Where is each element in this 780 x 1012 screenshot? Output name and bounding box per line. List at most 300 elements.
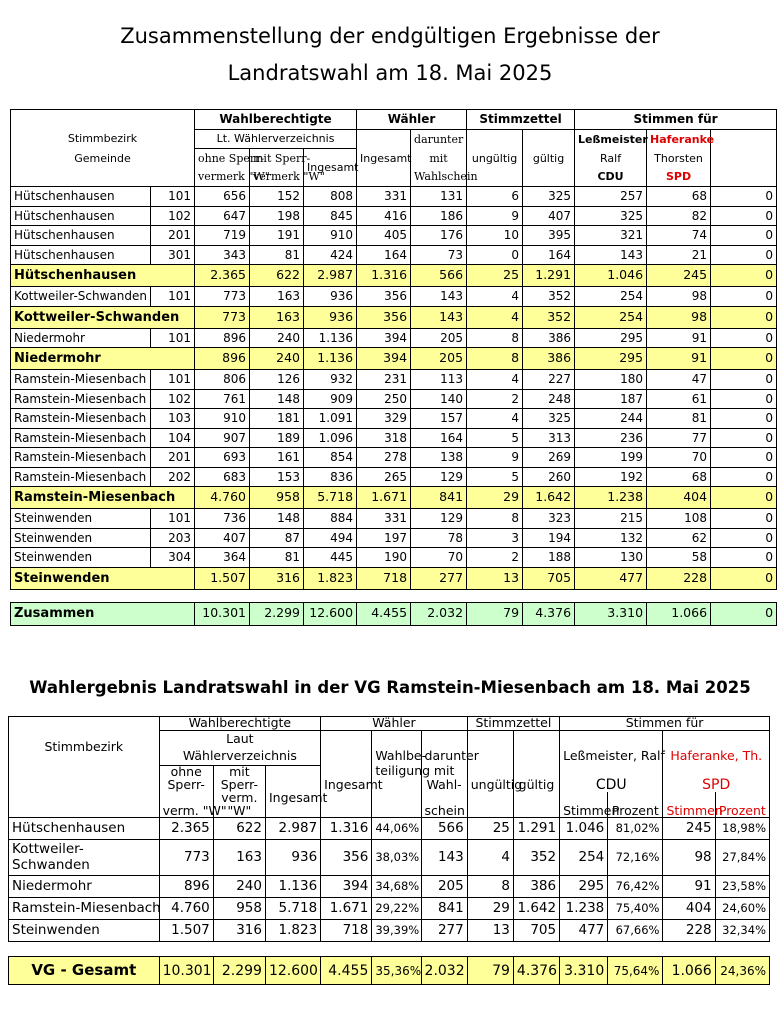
table-cell: 0 [467,245,523,265]
municipality-name: Niedermohr [11,328,151,348]
total-cell: 2.299 [250,602,304,625]
t2-header-verm-w-ohne: verm. "W" [159,805,213,818]
table-cell: 0 [711,567,777,589]
table-cell: 67,66% [608,920,663,942]
table-cell: 186 [411,206,467,226]
municipality-name: Kottweiler-Schwanden [11,287,151,307]
table-cell: 75,40% [608,898,663,920]
district-number: 102 [151,389,195,409]
table-cell: 231 [357,370,411,390]
table-cell: 98 [663,840,715,876]
table-cell: 718 [357,567,411,589]
table-cell: 21 [647,245,711,265]
table-row [11,528,777,548]
t2-header-prozent-2: Prozent [715,805,769,818]
table-cell: 199 [575,448,647,468]
municipality-name: Ramstein-Miesenbach [11,370,151,390]
table-cell: 329 [357,409,411,429]
table-cell: 1.671 [357,487,411,509]
municipality-subtotal-row [11,348,777,370]
total-cell: 2.299 [213,957,265,985]
table-cell: 0 [711,306,777,328]
header-wahlschein: Wahlschein [411,168,467,187]
table-cell: 8 [467,328,523,348]
table-cell: 656 [195,187,250,207]
table-cell: 1.136 [265,876,320,898]
table-cell: 8 [467,509,523,529]
table-row [9,840,770,876]
header-cand1-first: Ralf [575,149,647,168]
table-cell: 215 [575,509,647,529]
table-cell: 260 [523,467,575,487]
municipality-subtotal-row [11,265,777,287]
header-mit-sperr: mit Sperr- [250,149,304,168]
table-cell: 719 [195,226,250,246]
table-cell: 9 [467,448,523,468]
table-cell: 248 [523,389,575,409]
t2-header-ohne: ohne [159,765,213,778]
table-cell: 2 [467,389,523,409]
table-cell: 152 [250,187,304,207]
table-cell: 180 [575,370,647,390]
municipality-name: Hütschenhausen [11,245,151,265]
t2-header-mit: mit [213,765,265,778]
table-cell: 277 [421,920,467,942]
header-ingesamt-waehler: Ingesamt [357,149,411,168]
table-cell: 1.096 [304,428,357,448]
table-cell: 81 [250,548,304,568]
table-cell: 23,58% [715,876,769,898]
table-cell: 5 [467,428,523,448]
table-cell: 194 [523,528,575,548]
table-cell: 4 [467,306,523,328]
table-row [11,245,777,265]
table-cell: 1.046 [575,265,647,287]
table-cell: 445 [304,548,357,568]
table-cell: 896 [159,876,213,898]
table-cell: 841 [421,898,467,920]
table-cell: 325 [523,187,575,207]
table-cell: 73 [411,245,467,265]
table-cell: 188 [523,548,575,568]
table-cell: 25 [467,818,513,840]
table-cell: 0 [711,348,777,370]
table-row [11,226,777,246]
table-cell: 4 [467,370,523,390]
table-cell: 0 [711,226,777,246]
table-cell: 761 [195,389,250,409]
table-cell: 269 [523,448,575,468]
municipality-name: Steinwenden [11,548,151,568]
table-cell: 316 [250,567,304,589]
table-cell: 2.987 [265,818,320,840]
table-cell: 325 [575,206,647,226]
table-cell: 705 [513,920,559,942]
table-cell: 240 [213,876,265,898]
table-cell: 29 [467,487,523,509]
table-cell: 0 [711,548,777,568]
table-cell: 4 [467,840,513,876]
header-darunter: darunter [411,129,467,149]
table-cell: 108 [647,509,711,529]
table-cell: 6 [467,187,523,207]
table-cell: 477 [575,567,647,589]
page-title-line1: Zusammenstellung der endgültigen Ergebnisse der [120,24,660,48]
table-cell: 32,34% [715,920,769,942]
table-cell: 896 [195,348,250,370]
header-waehler: Wähler [357,110,467,130]
table-cell: 566 [411,265,467,287]
municipality-name: Steinwenden [11,509,151,529]
table-cell: 163 [250,287,304,307]
district-number: 101 [151,287,195,307]
municipality-name: Ramstein-Miesenbach [11,409,151,429]
district-number: 101 [151,328,195,348]
t2-header-gueltig: gültig [513,778,559,792]
table-cell: 278 [357,448,411,468]
total-cell: 4.376 [513,957,559,985]
table-cell: 958 [213,898,265,920]
table-cell: 352 [513,840,559,876]
table-cell: 1.316 [357,265,411,287]
table-cell: 1.091 [304,409,357,429]
table-cell: 143 [411,306,467,328]
table-cell: 0 [711,428,777,448]
table-cell: 205 [411,328,467,348]
total-label: Zusammen [11,602,195,625]
total-row [9,957,770,985]
table-cell: 0 [711,187,777,207]
t2-header-wahl: Wahl- [421,778,467,792]
table-cell: 0 [711,389,777,409]
table-cell: 163 [213,840,265,876]
t2-header-ungueltig: ungültig [467,778,513,792]
municipality-name-line1: Kottweiler- [12,840,84,857]
page-title-line2: Landratswahl am 18. Mai 2025 [227,61,553,85]
municipality-name-line1: Ramstein-Miesenbach [12,899,161,916]
total-cell: 4.455 [321,957,372,985]
table-cell: 164 [411,428,467,448]
table-cell: 1.642 [513,898,559,920]
table-cell: 39,39% [372,920,421,942]
t2-header-stimmbezirk: Stimmbezirk [9,730,160,765]
table-cell: 131 [411,187,467,207]
t2-header-prozent-1: Prozent [608,805,663,818]
table-cell: 936 [304,306,357,328]
table-cell: 958 [250,487,304,509]
table-cell: 13 [467,567,523,589]
total-cell: 1.066 [663,957,715,985]
table-cell: 236 [575,428,647,448]
table-cell: 187 [575,389,647,409]
table-cell: 0 [711,328,777,348]
table-cell: 8 [467,876,513,898]
municipality-subtotal-row [11,487,777,509]
t2-header-verm: verm. [213,792,265,805]
table-cell: 1.671 [321,898,372,920]
table-row [9,920,770,942]
municipality-subtotal-row [11,567,777,589]
municipality-name [9,818,160,840]
table-cell: 240 [250,348,304,370]
table-cell: 404 [647,487,711,509]
table-cell: 91 [647,328,711,348]
table-cell: 936 [265,840,320,876]
table-cell: 394 [321,876,372,898]
table-cell: 192 [575,467,647,487]
table-row [11,287,777,307]
table-cell: 693 [195,448,250,468]
header-cand1-last: Leßmeister [575,129,647,149]
table-cell: 386 [523,348,575,370]
table-cell: 352 [523,287,575,307]
table-cell: 321 [575,226,647,246]
municipality-name-line1: Niedermohr [12,877,92,894]
table-cell: 343 [195,245,250,265]
table-cell: 77 [647,428,711,448]
table-cell: 205 [411,348,467,370]
table-cell: 61 [647,389,711,409]
table-cell: 718 [321,920,372,942]
table-cell: 0 [711,467,777,487]
table-cell: 91 [647,348,711,370]
t2-header-stimmzettel: Stimmzettel [467,717,559,731]
table-row [11,428,777,448]
table-cell: 884 [304,509,357,529]
table-cell: 416 [357,206,411,226]
table-cell: 76,42% [608,876,663,898]
table-cell: 1.136 [304,348,357,370]
header-wahlberechtigte: Wahlberechtigte [195,110,357,130]
table-cell: 245 [663,818,715,840]
table-cell: 245 [647,265,711,287]
t2-header-cand2-party: SPD [663,778,770,792]
table-cell: 25 [467,265,523,287]
table-cell: 5.718 [304,487,357,509]
table-cell: 936 [304,287,357,307]
table-cell: 0 [711,509,777,529]
table-cell: 62 [647,528,711,548]
table-cell: 331 [357,187,411,207]
table-cell: 8 [467,348,523,370]
total-cell: 1.066 [647,602,711,625]
header-mit-vermerk: vermerk "W" [250,168,304,187]
table-cell: 313 [523,428,575,448]
table-cell: 4.760 [159,898,213,920]
table-cell: 143 [575,245,647,265]
table-cell: 5.718 [265,898,320,920]
table-cell: 2 [467,548,523,568]
table-cell: 705 [523,567,575,589]
total-label: VG - Gesamt [9,957,160,985]
table-cell: 72,16% [608,840,663,876]
results-table-vg [8,716,770,985]
table-cell: 0 [711,287,777,307]
municipality-name [9,876,160,898]
total-cell: 2.032 [411,602,467,625]
table-cell: 129 [411,467,467,487]
table-cell: 854 [304,448,357,468]
table-cell: 161 [250,448,304,468]
table-cell: 254 [575,306,647,328]
table-cell: 622 [250,265,304,287]
table-cell: 806 [195,370,250,390]
table-row [11,370,777,390]
header-ohne-sperr: ohne Sperr- [195,149,250,168]
table-cell: 157 [411,409,467,429]
table-cell: 191 [250,226,304,246]
t2-header-ingesamt: Ingesamt [265,792,320,805]
header-stimmzettel: Stimmzettel [467,110,575,130]
t2-header-cand2: Haferanke, Th. [663,748,770,766]
district-number: 202 [151,467,195,487]
table-cell: 244 [575,409,647,429]
municipality-name-line2: Schwanden [12,857,90,873]
municipality-subtotal-row [11,306,777,328]
table-cell: 18,98% [715,818,769,840]
district-number: 101 [151,509,195,529]
table-cell: 148 [250,389,304,409]
table-cell: 81 [647,409,711,429]
table-row [11,328,777,348]
table-cell: 318 [357,428,411,448]
municipality-name [9,920,160,942]
t2-header-cand1-party: CDU [560,778,663,792]
table-cell: 896 [195,328,250,348]
table-cell: 1.291 [513,818,559,840]
table-cell: 140 [411,389,467,409]
table-cell: 113 [411,370,467,390]
table-cell: 265 [357,467,411,487]
table-cell: 198 [250,206,304,226]
header-cand2-first: Thorsten [647,149,711,168]
table-cell: 228 [647,567,711,589]
municipality-name [9,898,160,920]
municipality-name-line1: Steinwenden [12,921,100,938]
t2-header-waehler: Wähler [321,717,468,731]
table-cell: 70 [647,448,711,468]
table-cell: 395 [523,226,575,246]
table-cell: 29 [467,898,513,920]
spacer-row [9,942,770,957]
table-cell: 647 [195,206,250,226]
municipality-name: Ramstein-Miesenbach [11,448,151,468]
table-cell: 78 [411,528,467,548]
table-cell: 98 [647,287,711,307]
table-cell: 386 [513,876,559,898]
table-cell: 277 [411,567,467,589]
table-cell: 477 [560,920,608,942]
table-cell: 0 [711,370,777,390]
table-cell: 683 [195,467,250,487]
municipality-name: Ramstein-Miesenbach [11,389,151,409]
section-subtitle: Wahlergebnis Landratswahl in der VG Ramstein-Miesenbach am 18. Mai 2025 [29,678,751,697]
table-cell: 0 [711,265,777,287]
district-number: 203 [151,528,195,548]
table-cell: 13 [467,920,513,942]
table-cell: 0 [711,528,777,548]
table-cell: 227 [523,370,575,390]
district-number: 101 [151,370,195,390]
table-cell: 164 [357,245,411,265]
table-cell: 3 [467,528,523,548]
t2-header-wahlberechtigte: Wahlberechtigte [159,717,321,731]
table-cell: 9 [467,206,523,226]
header-cand1-party: CDU [575,168,647,187]
table-cell: 773 [195,287,250,307]
table-cell: 356 [321,840,372,876]
table-cell: 841 [411,487,467,509]
t2-header-wahlbeteiligung-2: teiligung [372,765,421,778]
total-cell: 0 [711,602,777,625]
table-cell: 91 [663,876,715,898]
table-row [11,409,777,429]
table-cell: 404 [663,898,715,920]
table-cell: 356 [357,306,411,328]
table-cell: 0 [711,245,777,265]
table-row [9,876,770,898]
total-cell: 24,36% [715,957,769,985]
table-cell: 205 [421,876,467,898]
table-cell: 386 [523,328,575,348]
district-number: 102 [151,206,195,226]
table-cell: 1.642 [523,487,575,509]
district-number: 201 [151,226,195,246]
table-cell: 1.823 [304,567,357,589]
table-cell: 138 [411,448,467,468]
header-ohne-vermerk: vermerk "W" [195,168,250,187]
municipality-name: Hütschenhausen [11,226,151,246]
table-cell: 2.365 [195,265,250,287]
header-stimmen-fuer: Stimmen für [575,110,777,130]
total-cell: 4.455 [357,602,411,625]
table-cell: 736 [195,509,250,529]
table-cell: 773 [159,840,213,876]
table-row [11,448,777,468]
t2-header-stimmen-fuer: Stimmen für [560,717,770,731]
table-cell: 316 [213,920,265,942]
municipality-name: Hütschenhausen [11,265,195,287]
table-cell: 44,06% [372,818,421,840]
table-cell: 0 [711,448,777,468]
header-cand2-party: SPD [647,168,711,187]
t2-header-wahlbeteiligung-1: Wahlbe- [372,748,421,766]
spacer-cell [11,589,777,602]
table-cell: 295 [560,876,608,898]
table-cell: 126 [250,370,304,390]
t2-header-schein: schein [421,805,467,818]
table-cell: 130 [575,548,647,568]
results-table-by-district [10,109,777,626]
table-cell: 907 [195,428,250,448]
table-cell: 254 [560,840,608,876]
table-cell: 228 [663,920,715,942]
table-row [11,548,777,568]
table-cell: 407 [523,206,575,226]
table-cell: 143 [421,840,467,876]
district-number: 101 [151,187,195,207]
table-row [9,898,770,920]
table-cell: 82 [647,206,711,226]
table-cell: 4.760 [195,487,250,509]
table-cell: 163 [250,306,304,328]
total-cell: 10.301 [159,957,213,985]
table-cell: 81 [250,245,304,265]
table-cell: 98 [647,306,711,328]
district-number: 103 [151,409,195,429]
table-cell: 325 [523,409,575,429]
municipality-name: Hütschenhausen [11,187,151,207]
